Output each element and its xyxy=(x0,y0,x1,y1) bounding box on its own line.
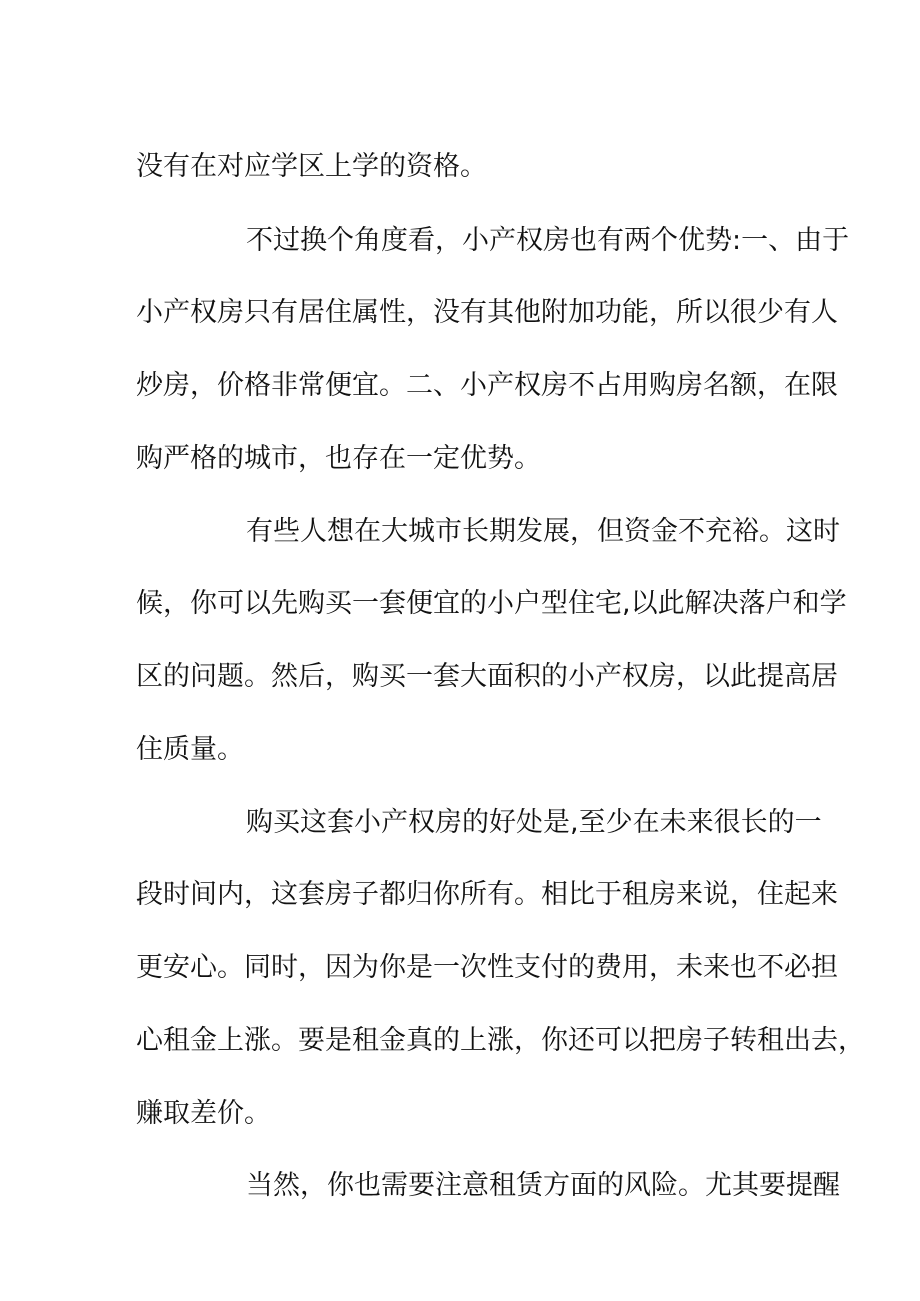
text-line: 候，你可以先购买一套便宜的小户型住宅,以此解决落户和学 xyxy=(136,588,847,619)
text-line: 心租金上涨。要是租金真的上涨，你还可以把房子转租出去， xyxy=(136,1025,865,1056)
text-line: 小产权房只有居住属性，没有其他附加功能，所以很少有人 xyxy=(136,297,838,328)
text-line: 住质量。 xyxy=(136,734,244,765)
text-line: 当然，你也需要注意租赁方面的风险。尤其要提醒 xyxy=(246,1170,840,1201)
text-line: 区的问题。然后，购买一套大面积的小产权房，以此提高居 xyxy=(136,661,838,692)
text-line: 段时间内，这套房子都归你所有。相比于租房来说，住起来 xyxy=(136,879,838,910)
text-line: 购买这套小产权房的好处是,至少在未来很长的一 xyxy=(246,807,822,838)
text-line: 炒房，价格非常便宜。二、小产权房不占用购房名额，在限 xyxy=(136,370,838,401)
text-line: 赚取差价。 xyxy=(136,1098,271,1129)
text-line: 没有在对应学区上学的资格。 xyxy=(136,151,487,182)
text-line: 更安心。同时，因为你是一次性支付的费用，未来也不必担 xyxy=(136,952,838,983)
text-line: 购严格的城市，也存在一定优势。 xyxy=(136,443,541,474)
text-line: 有些人想在大城市长期发展，但资金不充裕。这时 xyxy=(246,516,840,547)
text-line: 不过换个角度看，小产权房也有两个优势:一、由于 xyxy=(246,225,850,256)
